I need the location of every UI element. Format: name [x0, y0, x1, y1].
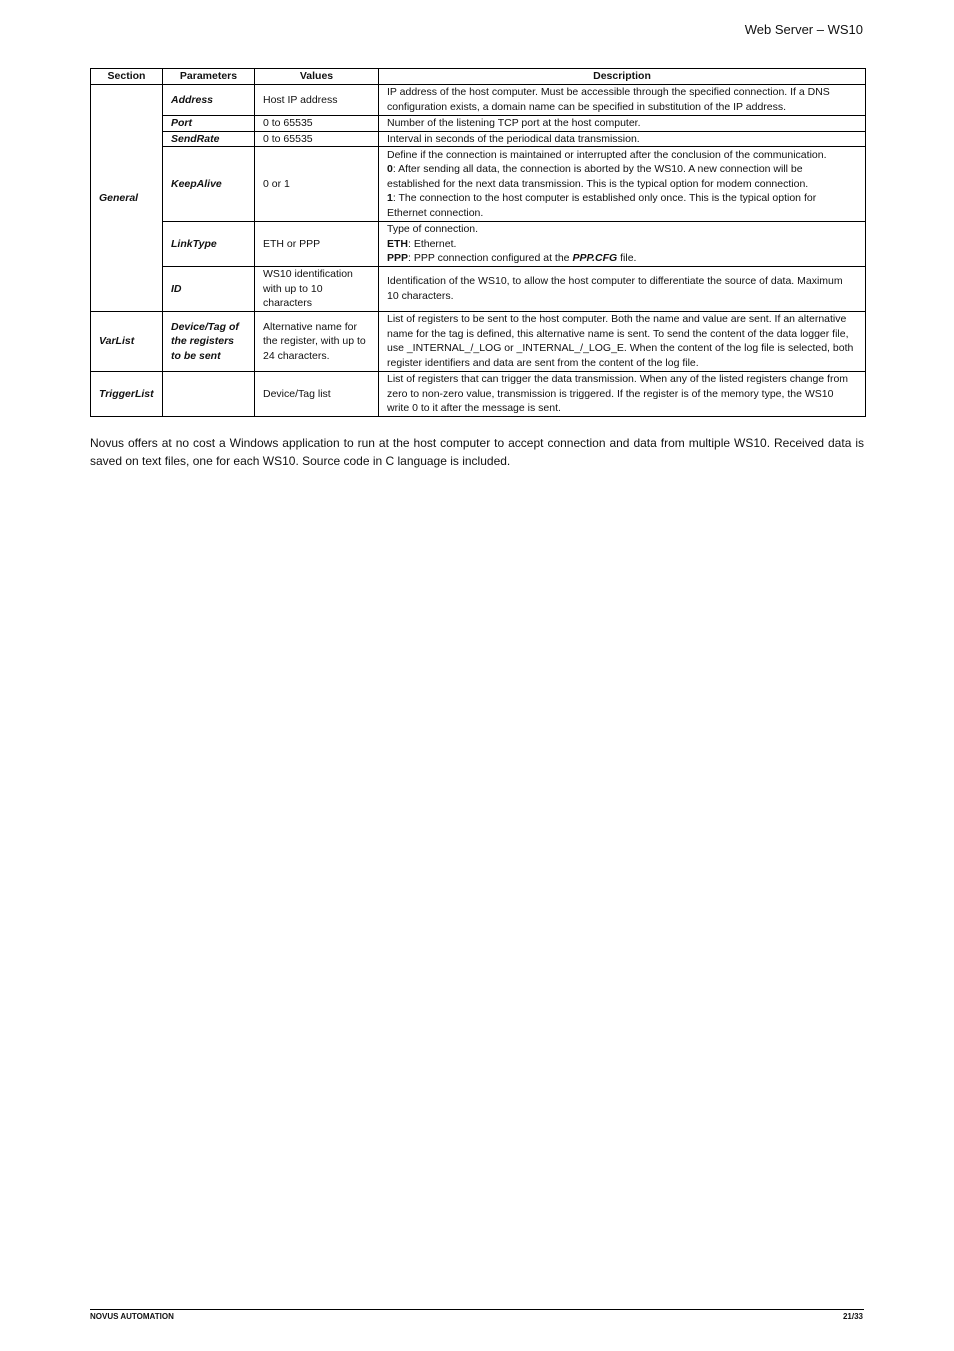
value-sendrate: 0 to 65535: [255, 131, 379, 147]
eth-key: ETH: [387, 237, 408, 250]
table-row: [91, 116, 866, 132]
parameters-table: [90, 68, 866, 417]
desc-linktype: [379, 222, 866, 267]
desc-triggerlist: List of registers that can trigger the data transmission. When any of the listed registers change from zero to non-zero value, transmission is triggered. If the register is of the memory type, the WS10 write 0 to it after the message is sent.: [379, 371, 866, 416]
param-triggerlist: [163, 371, 255, 416]
param-varlist: Device/Tag of the registers to be sent: [163, 311, 255, 371]
param-keepalive: KeepAlive: [163, 147, 255, 222]
table-header-row: [91, 69, 866, 85]
desc-varlist: List of registers to be sent to the host computer. Both the name and value are sent. If an alternative name for the tag is defined, this alternative name is sent. To send the content of the data logger file, use _INTERNAL_/_LOG or _INTERNAL_/_LOG_E. When the content of the log file is selected, both register identifiers and data are sent from the content of the log file.: [379, 311, 866, 371]
desc-keepalive: [379, 147, 866, 222]
eth-text: : Ethernet.: [408, 237, 457, 250]
desc-linktype-eth: [387, 237, 857, 252]
table-row: [91, 85, 866, 116]
footer-page-number: 21/33: [842, 1312, 863, 1321]
value-linktype: ETH or PPP: [255, 222, 379, 267]
option-0-text: : After sending all data, the connection is aborted by the WS10. A new connection will be established for the next data transmission. This is the typical option for modem connection.: [387, 163, 809, 190]
desc-port: Number of the listening TCP port at the host computer.: [379, 116, 866, 132]
ppp-file-name: PPP.CFG: [572, 252, 618, 265]
param-address: Address: [163, 85, 255, 116]
param-id: ID: [163, 266, 255, 311]
section-triggerlist: TriggerList: [91, 371, 163, 416]
value-triggerlist: Device/Tag list: [255, 371, 379, 416]
section-varlist: VarList: [91, 311, 163, 371]
table-row: [91, 371, 866, 416]
body-paragraph: Novus offers at no cost a Windows application to run at the host computer to accept connection and data from multiple WS10. Received data is saved on text files, one for each WS10. Source code in C language is included.: [90, 436, 864, 468]
desc-id: Identification of the WS10, to allow the host computer to differentiate the source of data. Maximum 10 characters.: [379, 266, 866, 311]
page-header-title: Web Server – WS10: [744, 22, 863, 37]
value-address: Host IP address: [255, 85, 379, 116]
param-sendrate: SendRate: [163, 131, 255, 147]
desc-linktype-ppp: [387, 251, 857, 266]
table-row: [91, 311, 866, 371]
column-header-description: Description: [379, 69, 866, 85]
ppp-text-end: file.: [617, 252, 637, 265]
value-keepalive: 0 or 1: [255, 147, 379, 222]
option-1-text: : The connection to the host computer is established only once. This is the typical option for Ethernet connection.: [387, 192, 817, 220]
desc-sendrate: Interval in seconds of the periodical data transmission.: [379, 131, 866, 147]
column-header-parameters: Parameters: [163, 69, 255, 85]
table-row: [91, 266, 866, 311]
value-port: 0 to 65535: [255, 116, 379, 132]
section-general: General: [91, 85, 163, 312]
desc-keepalive-option-0: [387, 162, 857, 191]
desc-keepalive-option-1: [387, 191, 857, 220]
value-varlist: Alternative name for the register, with up to 24 characters.: [255, 311, 379, 371]
desc-linktype-intro: Type of connection.: [387, 223, 479, 236]
desc-keepalive-intro: Define if the connection is maintained or interrupted after the conclusion of the communication.: [387, 148, 827, 161]
desc-address: IP address of the host computer. Must be accessible through the specified connection. If a DNS configuration exists, a domain name can be specified in substitution of the IP address.: [379, 85, 866, 116]
option-1-key: 1: [387, 192, 393, 205]
footer-company: NOVUS AUTOMATION: [90, 1312, 174, 1321]
param-port: Port: [163, 116, 255, 132]
option-0-key: 0: [387, 163, 393, 176]
ppp-key: PPP: [387, 252, 409, 265]
value-id: WS10 identification with up to 10 characters: [255, 266, 379, 311]
table-row: [91, 222, 866, 267]
param-linktype: LinkType: [163, 222, 255, 267]
table-row: [91, 131, 866, 147]
table-row: [91, 147, 866, 222]
column-header-values: Values: [255, 69, 379, 85]
column-header-section: Section: [91, 69, 163, 85]
ppp-text: : PPP connection configured at the: [408, 252, 573, 265]
footer-divider: [90, 1309, 864, 1310]
